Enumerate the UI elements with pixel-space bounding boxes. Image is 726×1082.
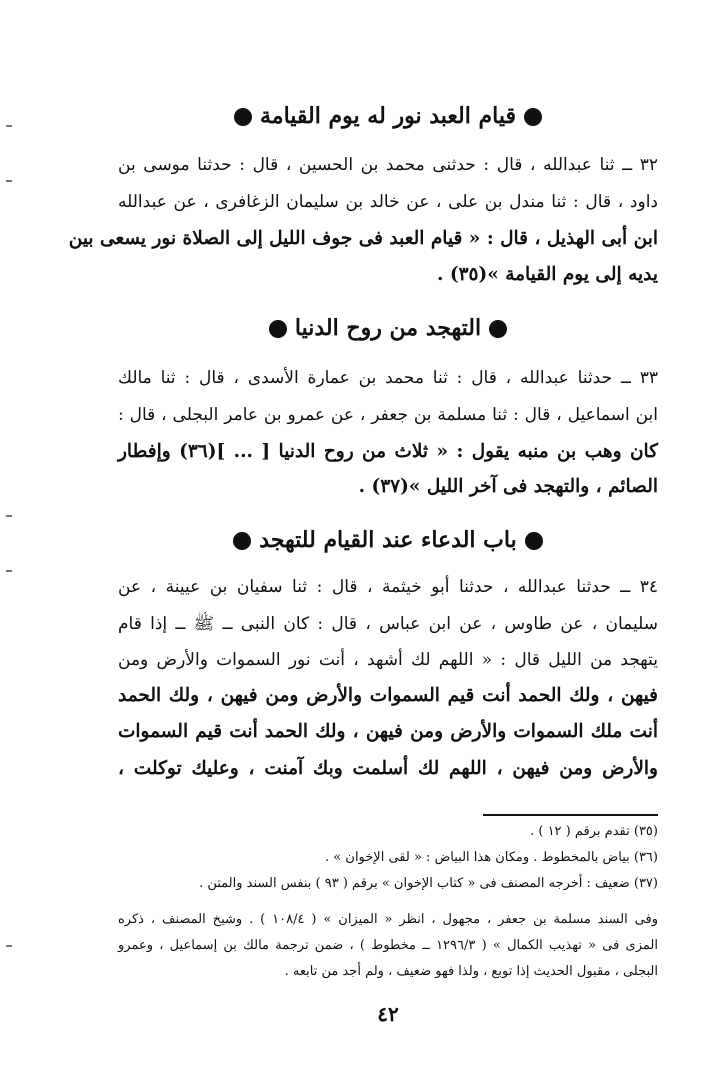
footnote: (٣٦) بياض بالمخطوط . ومكان هذا البياض : « لقى الإخوان » .: [325, 850, 658, 865]
text-line: ابن أبى الهذيل ، قال : « قيام العبد فى جوف الليل إلى الصلاة نور يسعى بين: [68, 228, 658, 249]
text-line: والأرض ومن فيهن ، اللهم لك أسلمت وبك آمنت ، وعليك توكلت ،: [118, 758, 658, 779]
text-line: يديه إلى يوم القيامة »(٣٥) .: [436, 264, 658, 285]
footnote: (٣٥) تقدم برقم ( ١٢ ) .: [530, 824, 658, 839]
scan-margin-mark: [6, 945, 12, 947]
section-heading: باب الدعاء عند القيام للتهجد: [118, 520, 658, 560]
scan-margin-mark: [6, 515, 12, 517]
text-line: داود ، قال : ثنا مندل بن على ، عن خالد بن سليمان الزغافرى ، عن عبدالله: [118, 192, 658, 212]
text-line: ٣٣ ــ حدثنا عبدالله ، قال : ثنا محمد بن عمارة الأسدى ، قال : ثنا مالك: [118, 368, 658, 388]
text-line: كان وهب بن منبه يقول : « ثلاث من روح الدنيا [ ... ](٣٦) وإفطار: [118, 441, 658, 462]
scan-margin-mark: [6, 180, 12, 182]
page-number: ٤٢: [377, 1002, 399, 1026]
text-line: أنت ملك السموات والأرض ومن فيهن ، ولك الحمد أنت قيم السموات: [118, 721, 658, 742]
section-heading: التهجد من روح الدنيا: [118, 308, 658, 348]
bullet-icon: [269, 320, 287, 338]
bullet-icon: [524, 108, 542, 126]
footnote-note: المزى فى « تهذيب الكمال » ( ١٢٩٦/٣ ــ مخطوط ) ، ضمن ترجمة مالك بن إسماعيل ، وعمرو: [118, 938, 658, 953]
bullet-icon: [234, 108, 252, 126]
footnote-note: وفى السند مسلمة بن جعفر ، مجهول ، انظر « الميزان » ( ١٠٨/٤ ) . وشيخ المصنف ، ذكره: [118, 912, 658, 927]
footnote-separator: [483, 814, 658, 816]
text-line: الصائم ، والتهجد فى آخر الليل »(٣٧) .: [358, 476, 658, 497]
text-line: يتهجد من الليل قال : « اللهم لك أشهد ، أنت نور السموات والأرض ومن: [118, 650, 658, 670]
bullet-icon: [525, 532, 543, 550]
text-line: ٣٤ ــ حدثنا عبدالله ، حدثنا أبو خيثمة ، قال : ثنا سفيان بن عيينة ، عن: [118, 577, 658, 597]
footnote-note: البجلى ، مقبول الحديث إذا توبع ، ولذا فهو ضعيف ، ولم أجد من تابعه .: [284, 964, 658, 979]
text-line: سليمان ، عن طاوس ، عن ابن عباس ، قال : كان النبى ــ ﷺ ــ إذا قام: [118, 614, 658, 634]
footnote: (٣٧) ضعيف : أخرجه المصنف فى « كتاب الإخوان » برقم ( ٩٣ ) بنفس السند والمتن .: [199, 876, 658, 891]
bullet-icon: [489, 320, 507, 338]
text-line: ٣٢ ــ ثنا عبدالله ، قال : حدثنى محمد بن الحسين ، قال : حدثنا موسى بن: [118, 155, 658, 175]
text-line: ابن اسماعيل ، قال : ثنا مسلمة بن جعفر ، عن عمرو بن عامر البجلى ، قال :: [118, 405, 658, 425]
book-page: [68, 0, 658, 1082]
bullet-icon: [233, 532, 251, 550]
text-line: فيهن ، ولك الحمد أنت قيم السموات والأرض ومن فيهن ، ولك الحمد: [118, 685, 658, 706]
scan-margin-mark: [6, 570, 12, 572]
section-heading: قيام العبد نور له يوم القيامة: [118, 96, 658, 136]
scan-margin-mark: [6, 125, 12, 127]
